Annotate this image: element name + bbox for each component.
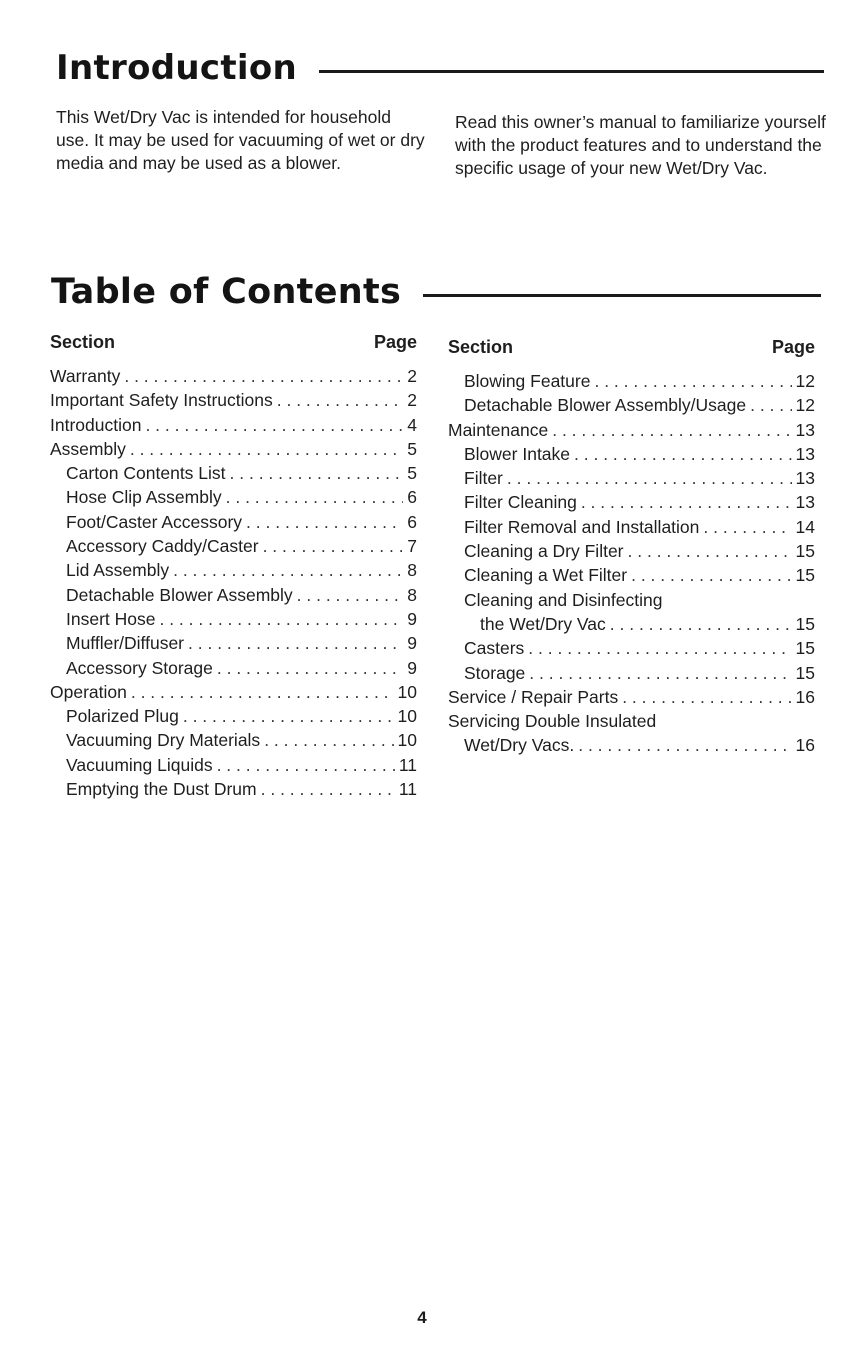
toc-entry-title: Maintenance <box>448 419 549 440</box>
toc-entry-page: 9 <box>407 657 417 678</box>
toc-entry-page: 9 <box>407 608 417 629</box>
toc-entry-title: Servicing Double Insulated <box>448 711 657 732</box>
toc-entry-title: Insert Hose <box>66 608 156 629</box>
dot-leader <box>628 539 792 563</box>
toc-entry-page: 2 <box>407 366 417 386</box>
dot-leader <box>750 393 791 417</box>
introduction-heading: Introduction <box>56 48 298 88</box>
toc-entry-title: Important Safety Instructions <box>50 390 273 411</box>
section-label: Section <box>448 337 514 357</box>
toc-entry-page: 15 <box>795 613 815 634</box>
toc-column-left <box>50 330 417 801</box>
toc-entry <box>50 364 417 388</box>
toc-entry <box>50 753 417 777</box>
toc-heading-row <box>51 272 821 312</box>
toc-entry-title: Blower Intake <box>464 443 571 464</box>
toc-entry-page: 10 <box>397 730 417 751</box>
toc-entry-title: Service / Repair Parts <box>448 686 619 707</box>
toc-list-left <box>50 364 417 801</box>
toc-entry-title: Cleaning and Disinfecting <box>464 589 663 610</box>
toc-entry <box>448 685 815 709</box>
toc-entry-title: Polarized Plug <box>66 706 179 727</box>
toc-entry-page: 12 <box>795 371 815 391</box>
toc-entry-page: 11 <box>398 779 417 800</box>
toc-entry-title: Introduction <box>50 414 142 435</box>
toc-entry-page: 16 <box>795 735 815 756</box>
toc-entry <box>50 728 417 752</box>
dot-leader <box>622 685 791 709</box>
dot-leader <box>130 437 403 461</box>
dot-leader <box>124 364 403 388</box>
dot-leader <box>264 728 393 752</box>
toc-entry-page: 14 <box>795 516 815 537</box>
toc-entry-title: Detachable Blower Assembly/Usage <box>464 395 747 416</box>
toc-entry-page: 16 <box>795 686 815 707</box>
toc-entry-page: 13 <box>795 468 815 489</box>
toc-entry-page: 10 <box>397 706 417 727</box>
toc-entry <box>448 369 815 393</box>
toc-entry-page: 8 <box>407 584 417 605</box>
toc-entry-page: 5 <box>407 463 417 484</box>
toc-entry <box>448 661 815 685</box>
toc-list-right <box>448 369 815 758</box>
toc-entry-title: Warranty <box>50 366 121 386</box>
introduction-heading-row <box>56 48 824 88</box>
toc-entry-page: 8 <box>407 560 417 581</box>
dot-leader <box>217 753 395 777</box>
toc-entry <box>50 631 417 655</box>
toc-column-header <box>50 330 417 354</box>
toc-entry-title: Muffler/Diffuser <box>66 633 185 654</box>
toc-entry-title: Emptying the Dust Drum <box>66 779 257 800</box>
toc-entry-page: 7 <box>407 536 417 557</box>
dot-leader <box>529 661 791 685</box>
toc-entry-page: 5 <box>407 438 417 459</box>
dot-leader <box>703 515 791 539</box>
toc-entry-page: 9 <box>407 633 417 654</box>
toc-entry-title: Vacuuming Dry Materials <box>66 730 261 751</box>
dot-leader <box>217 656 403 680</box>
toc-entry <box>448 612 815 636</box>
intro-paragraph-right: Read this owner’s manual to familiarize yourself with the product features and to understand the specific usage of your new Wet/Dry Vac. <box>455 112 826 178</box>
toc-entry <box>448 563 815 587</box>
toc-entry-title: Accessory Storage <box>66 657 213 678</box>
toc-entry <box>50 437 417 461</box>
toc-entry <box>448 442 815 466</box>
page-number: 4 <box>417 1308 427 1327</box>
toc-entry <box>448 393 815 417</box>
toc-entry-title: Casters <box>464 638 525 659</box>
toc-entry <box>448 490 815 514</box>
dot-leader <box>183 704 394 728</box>
toc-entry-page: 6 <box>407 487 417 508</box>
toc-entry-page: 15 <box>795 541 815 562</box>
toc-entry <box>448 418 815 442</box>
toc-entry <box>448 588 815 612</box>
toc-entry-title: Assembly <box>50 438 126 459</box>
page-label: Page <box>771 337 815 357</box>
toc-heading: Table of Contents <box>51 272 402 312</box>
toc-entry <box>50 461 417 485</box>
toc-entry-title: Wet/Dry Vacs. <box>464 735 575 756</box>
toc-entry <box>50 413 417 437</box>
toc-entry-title: Blowing Feature <box>464 371 591 391</box>
toc-entry-title: Filter Cleaning <box>464 492 577 513</box>
toc-entry <box>448 539 815 563</box>
toc-entry-page: 2 <box>407 390 417 411</box>
toc-entry-title: Vacuuming Liquids <box>66 754 213 775</box>
toc-entry <box>50 656 417 680</box>
dot-leader <box>226 485 404 509</box>
toc-entry-title: Detachable Blower Assembly <box>66 584 293 605</box>
toc-column-header <box>448 335 815 359</box>
toc-entry-page: 15 <box>795 638 815 659</box>
dot-leader <box>261 777 395 801</box>
dot-leader <box>610 612 792 636</box>
toc-entry-page: 6 <box>407 511 417 532</box>
toc-entry-title: Operation <box>50 681 127 702</box>
dot-leader <box>594 369 791 393</box>
toc-entry-title: Foot/Caster Accessory <box>66 511 243 532</box>
dot-leader <box>145 413 403 437</box>
toc-entry <box>50 777 417 801</box>
toc-entry <box>448 515 815 539</box>
dot-leader <box>277 388 404 412</box>
toc-entry-title: Filter Removal and Installation <box>464 516 700 537</box>
dot-leader <box>246 510 403 534</box>
dot-leader <box>574 442 792 466</box>
dot-leader <box>507 466 792 490</box>
dot-leader <box>297 583 404 607</box>
toc-entry-title: Lid Assembly <box>66 560 170 581</box>
toc-entry-page: 15 <box>795 662 815 683</box>
toc-entry-title: Accessory Caddy/Caster <box>66 536 259 557</box>
toc-entry-page: 11 <box>398 754 417 775</box>
toc-entry-title: Filter <box>464 468 503 489</box>
dot-leader <box>263 534 404 558</box>
toc-entry-title: Hose Clip Assembly <box>66 487 222 508</box>
toc-entry <box>50 558 417 582</box>
toc-entry-page: 4 <box>407 414 417 435</box>
dot-leader <box>230 461 404 485</box>
dot-leader <box>581 490 792 514</box>
toc-entry-page: 13 <box>795 492 815 513</box>
toc-entry-title: Carton Contents List <box>66 463 226 484</box>
dot-leader <box>528 636 791 660</box>
toc-entry-title: Cleaning a Wet Filter <box>464 565 628 586</box>
toc-column-right <box>448 335 815 758</box>
heading-rule <box>423 294 821 297</box>
toc-entry <box>448 636 815 660</box>
toc-entry <box>50 704 417 728</box>
toc-entry <box>50 485 417 509</box>
toc-entry <box>50 510 417 534</box>
intro-paragraph-left: This Wet/Dry Vac is intended for household use. It may be used for vacuuming of wet or dry media and may be used as a blower. <box>56 107 425 173</box>
toc-entry-title: Cleaning a Dry Filter <box>464 541 624 562</box>
toc-entry-title: the Wet/Dry Vac <box>480 613 606 634</box>
dot-leader <box>578 733 791 757</box>
toc-entry-page: 13 <box>795 443 815 464</box>
dot-leader <box>173 558 403 582</box>
dot-leader <box>131 680 394 704</box>
toc-entry <box>50 388 417 412</box>
toc-entry-page: 12 <box>795 395 815 416</box>
toc-entry <box>50 607 417 631</box>
dot-leader <box>188 631 403 655</box>
toc-entry-page: 13 <box>795 419 815 440</box>
toc-entry <box>50 680 417 704</box>
toc-entry <box>448 733 815 757</box>
heading-rule <box>319 70 824 73</box>
section-label: Section <box>50 332 116 352</box>
toc-entry-title: Storage <box>464 662 526 683</box>
dot-leader <box>631 563 791 587</box>
toc-entry <box>50 583 417 607</box>
toc-entry-page: 10 <box>397 681 417 702</box>
page-label: Page <box>373 332 417 352</box>
dot-leader <box>552 418 791 442</box>
toc-entry <box>448 709 815 733</box>
toc-entry <box>50 534 417 558</box>
dot-leader <box>159 607 403 631</box>
toc-entry <box>448 466 815 490</box>
toc-entry-page: 15 <box>795 565 815 586</box>
